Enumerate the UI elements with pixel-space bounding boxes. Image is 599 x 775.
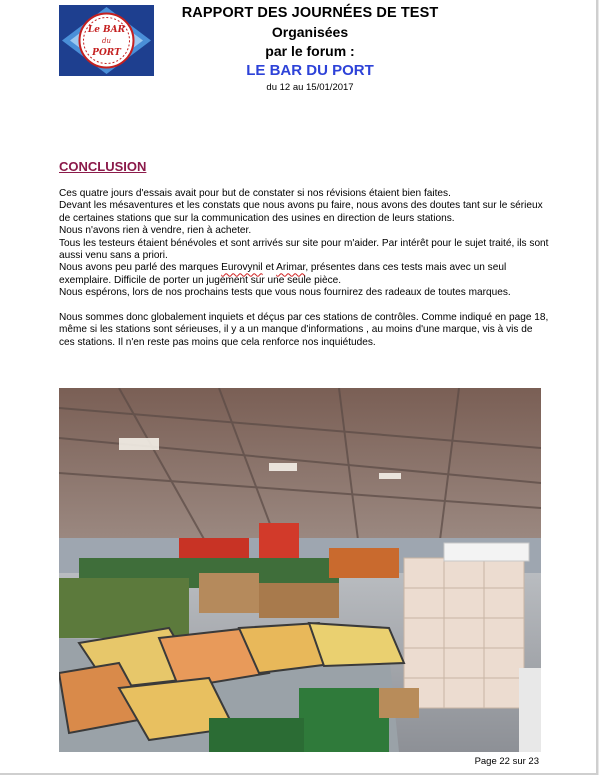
paragraph: Nous n'avons rien à vendre, rien à acheter. (59, 225, 252, 237)
conclusion-text (59, 188, 549, 349)
report-subtitle-forum: par le forum : (265, 43, 355, 59)
spellcheck-word: Eurovynil (221, 262, 263, 274)
paragraph: Tous les testeurs étaient bénévoles et sont arrivés sur site pour m'aider. Par intérêt pour le sujet traité, ils sont aussi venu sans a priori. (59, 237, 549, 262)
report-dates: du 12 au 15/01/2017 (266, 82, 354, 93)
paragraph: Ces quatre jours d'essais avait pour but de constater si nos révisions étaient bien faites. (59, 188, 451, 199)
logo-text-2: du (102, 37, 111, 45)
report-subtitle-organised: Organisées (271, 24, 349, 40)
warehouse-photo (59, 388, 541, 752)
logo-text-3: PORT (92, 48, 121, 58)
report-title: RAPPORT DES JOURNÉES DE TEST (181, 5, 439, 21)
page-number: Page 22 sur 23 (474, 756, 539, 767)
paragraph: Nous sommes donc globalement inquiets et déçus par ces stations de contrôles. Comme indiqué en page 18, même si les stations sont sérieuses, il y a un manque d'informations , au moins d'une marque, vis à vis de ces stations. Il n'en reste pas moins que cela renforce nos inquiétudes. (59, 312, 549, 348)
bar-du-port-logo (59, 5, 154, 76)
paragraph: Nous avons peu parlé des marques Eurovynil et Arimar, présentes dans ces tests mais avec un seul exemplaire. Difficile de porter un jugement sur une seule pièce. (59, 262, 507, 286)
section-title: CONCLUSION (59, 159, 147, 174)
spellcheck-word: Arimar (276, 262, 306, 274)
forum-name: LE BAR DU PORT (246, 62, 374, 79)
paragraph: Devant les mésaventures et les constats que nous avons pu faire, nous avons des doutes tant sur le sérieux de certaines stations que sur la communication des usines en direction de leurs stations. (59, 200, 543, 224)
paragraph: Nous espérons, lors de nos prochains tests que vous nous fournirez des radeaux de toutes marques. (59, 287, 511, 299)
logo-text-1: Le BAR (87, 25, 126, 35)
